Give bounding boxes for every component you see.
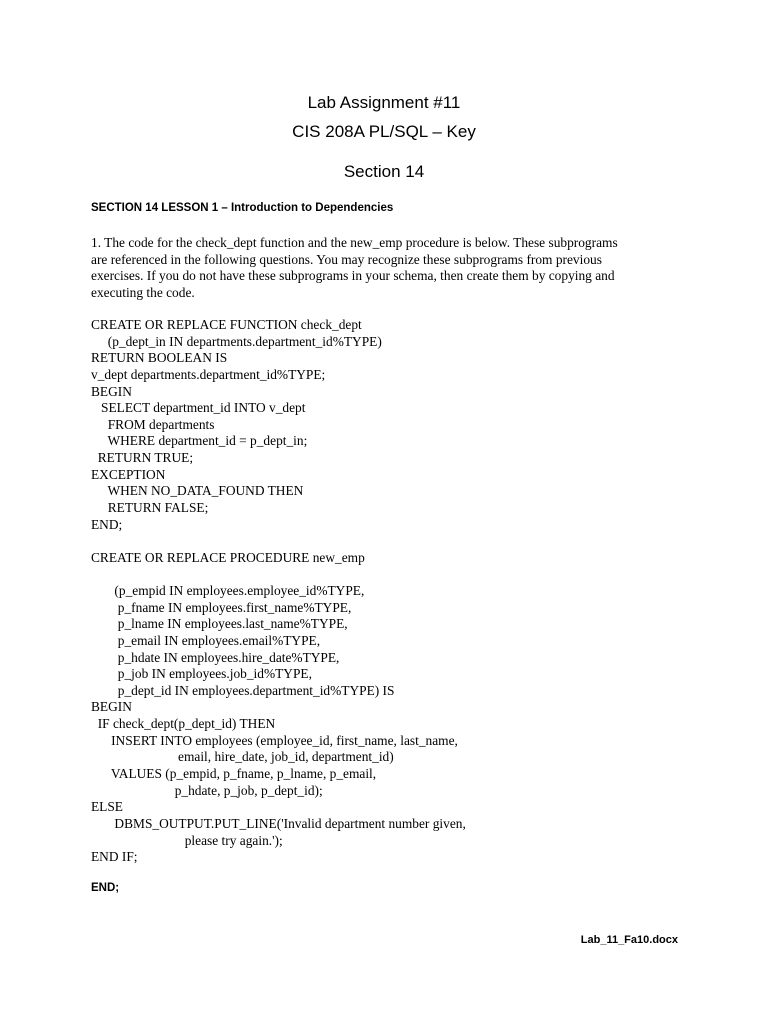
code-line: FROM departments [91,416,215,432]
procedure-header [91,550,365,567]
code-line: p_lname IN employees.last_name%TYPE, [91,616,348,632]
code-line: (p_dept_in IN departments.department_id%TYPE) [91,333,382,349]
function-code-block [91,317,382,533]
code-line: DBMS_OUTPUT.PUT_LINE('Invalid department number given, [91,815,466,831]
code-line: RETURN FALSE; [91,500,209,516]
lesson-heading: SECTION 14 LESSON 1 – Introduction to Dependencies [91,202,394,214]
intro-line: exercises. If you do not have these subprograms in your schema, then create them by copying and [91,268,615,284]
footer-filename: Lab_11_Fa10.docx [580,934,678,946]
code-line: EXCEPTION [91,466,166,482]
code-line: CREATE OR REPLACE PROCEDURE new_emp [91,550,365,565]
code-line: please try again.'); [91,832,283,848]
code-line: email, hire_date, job_id, department_id) [91,749,394,765]
end-keyword: END; [91,882,120,894]
intro-line: are referenced in the following questions. You may recognize these subprograms from previous [91,251,602,267]
intro-paragraph [91,235,691,302]
code-line: IF check_dept(p_dept_id) THEN [91,716,276,732]
code-line: p_fname IN employees.first_name%TYPE, [91,599,352,615]
code-line: WHERE department_id = p_dept_in; [91,433,308,449]
code-line: CREATE OR REPLACE FUNCTION check_dept [91,317,362,332]
intro-line: 1. The code for the check_dept function and the new_emp procedure is below. These subprograms [91,235,618,250]
code-line: ELSE [91,799,123,815]
code-line: p_email IN employees.email%TYPE, [91,632,321,648]
procedure-code-block [91,583,466,866]
intro-line: executing the code. [91,285,195,301]
doc-title: Lab Assignment #11 [307,93,461,112]
code-line: p_dept_id IN employees.department_id%TYPE) IS [91,682,395,698]
section-title: Section 14 [343,162,425,181]
doc-subtitle: CIS 208A PL/SQL – Key [292,122,476,141]
code-line: RETURN TRUE; [91,450,194,466]
code-line: VALUES (p_empid, p_fname, p_lname, p_email, [91,766,377,782]
code-line: END; [91,516,123,532]
code-line: INSERT INTO employees (employee_id, first_name, last_name, [91,732,458,748]
code-line: p_hdate IN employees.hire_date%TYPE, [91,649,340,665]
code-line: p_job IN employees.job_id%TYPE, [91,666,312,682]
code-line: END IF; [91,849,138,865]
code-line: (p_empid IN employees.employee_id%TYPE, [91,583,365,598]
code-line: BEGIN [91,699,132,715]
code-line: WHEN NO_DATA_FOUND THEN [91,483,304,499]
code-line: v_dept departments.department_id%TYPE; [91,366,326,382]
code-line: p_hdate, p_job, p_dept_id); [91,782,323,798]
code-line: RETURN BOOLEAN IS [91,350,228,366]
code-line: SELECT department_id INTO v_dept [91,400,306,416]
code-line: BEGIN [91,383,132,399]
